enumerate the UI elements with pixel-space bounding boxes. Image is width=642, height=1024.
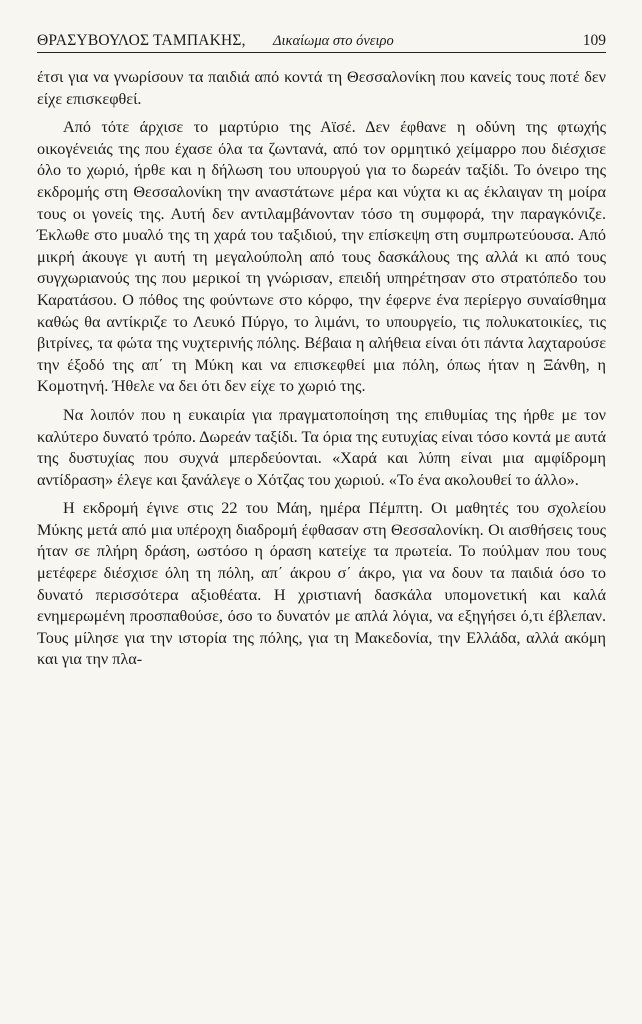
body-text — [37, 67, 606, 671]
paragraph: έτσι για να γνωρίσουν τα παιδιά από κοντά τη Θεσσαλονίκη που κανείς τους ποτέ δεν είχε επισκεφθεί. — [37, 68, 606, 108]
paragraph: Η εκδρομή έγινε στις 22 του Μάη, ημέρα Πέμπτη. Οι μαθητές του σχολείου Μύκης μετά από μια υπέροχη διαδρομή έφθασαν στη Θεσσαλονίκη. Οι αισθήσεις τους ήταν σε πλήρη δράση, ωστόσο η όραση κατείχε τα πρωτεία. Το πούλμαν που τους μετέφερε διέσχισε όλη τη πόλη, απ΄ άκρου σ΄ άκρο, για να δουν τα παιδιά όσο το δυνατό περισσότερα αξιοθέατα. Η χριστιανή δασκάλα υπομονετική και καλά ενημερωμένη προσπαθούσε, όσο το δυνατόν με απλά λόγια, να εξηγήσει ό,τι έβλεπαν. Τους μίλησε για την ιστορία της πόλης, για τη Μακεδονία, την Ελλάδα, αλλά ακόμη και για την πλα- — [37, 499, 606, 669]
page-number: 109 — [582, 32, 606, 49]
book-title: Δικαίωμα στο όνειρο — [273, 33, 394, 49]
author-name: ΘΡΑΣΥΒΟΥΛΟΣ ΤΑΜΠΑΚΗΣ, — [37, 32, 246, 49]
paragraph: Να λοιπόν που η ευκαιρία για πραγματοποίηση της επιθυμίας της ήρθε με τον καλύτερο δυνατό τρόπο. Δωρεάν ταξίδι. Τα όρια της ευτυχίας είναι τόσο κοντά με αυτά της δυστυχίας που συχνά μπερδεύονται. «Χαρά και λύπη είναι μια αμφίδρομη αντίδραση» έλεγε και ξανάλεγε ο Χότζας του χωριού. «Το ένα ακολουθεί το άλλο». — [37, 405, 606, 489]
paragraph: Από τότε άρχισε το μαρτύριο της Αϊσέ. Δεν έφθανε η οδύνη της φτωχής οικογένειάς της που έχασε όλα τα ζωντανά, από τον ορμητικό χείμαρρο που διέσχισε όλο το χωριό, ήρθε και η δήλωση του υπουργού για το δωρεάν ταξίδι. Το όνειρο της εκδρομής στη Θεσσαλονίκη την αναστάτωνε μέρα και νύχτα κι ας έκλαιγαν τη μοίρα τους οι γονείς της. Αυτή δεν αντιλαμβάνονταν τόσο τη συμφορά, την παραγκόνιζε. Έκλωθε στο μυαλό της τη χαρά του ταξιδιού, την επίσκεψη στη συμπρωτεύουσα. Από μικρή άκουγε γι αυτή τη μεγαλούπολη από τους δασκάλους της αλλά κι από τους συγχωριανούς της που μερικοί τη γνώρισαν, επειδή υπηρέτησαν στο στρατόπεδο του Καρατάσου. Ο πόθος της φούντωνε στο κόρφο, την έφερνε ένα περίεργο συναίσθημα καθώς θα αντίκριζε το Λευκό Πύργο, το λιμάνι, το υπουργείο, τις πολυκατοικίες, τις βιτρίνες, τα φώτα της νυχτερινής πόλης. Βέβαια η αλήθεια είναι ότι πάντα λαχταρούσε την έξοδό της απ΄ τη Μύκη και να επισκεφθεί μια πόλη, όπως ήταν η Ξάνθη, η Κομοτηνή. Ήθελε να δει ότι δεν είχε το χωριό της. — [37, 118, 606, 396]
running-header — [37, 28, 606, 53]
